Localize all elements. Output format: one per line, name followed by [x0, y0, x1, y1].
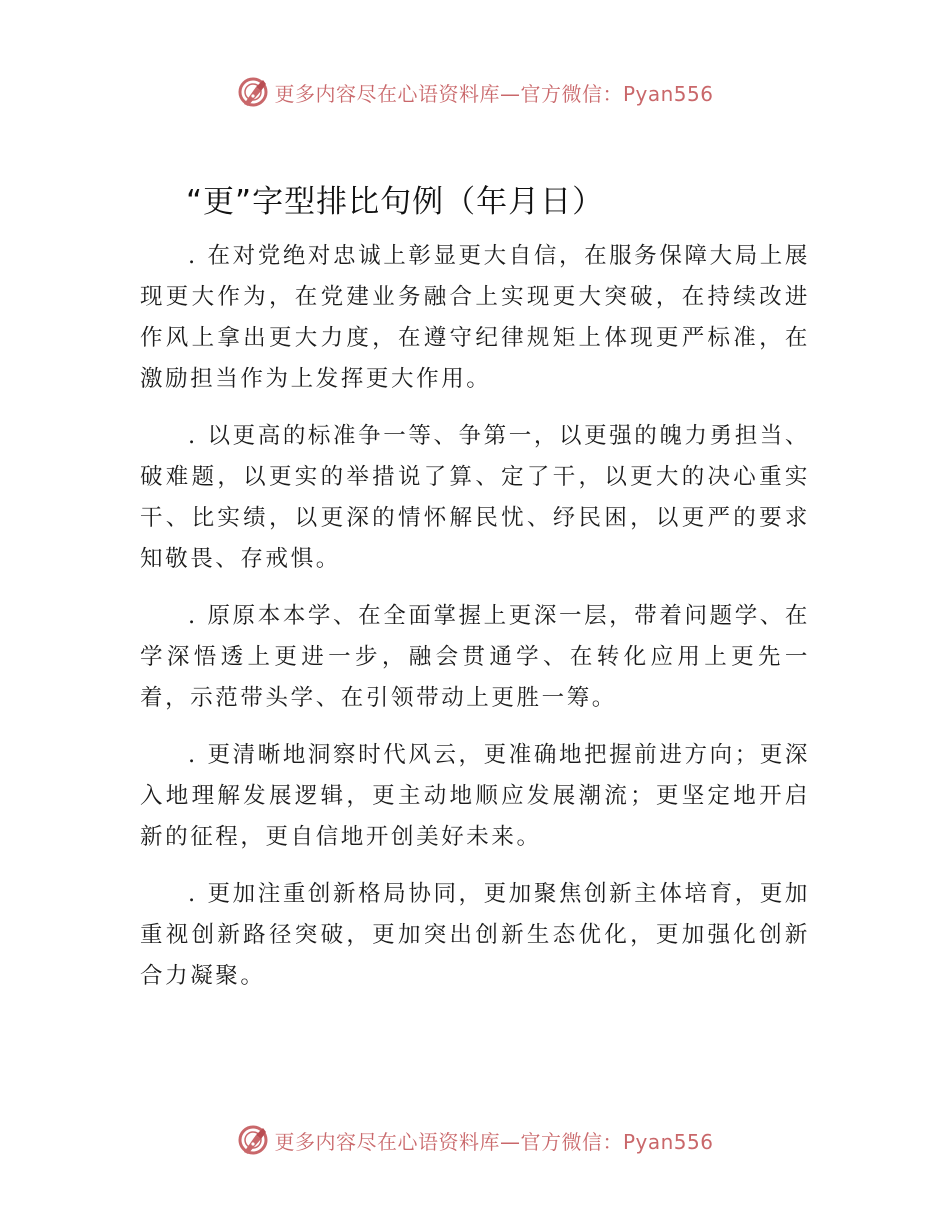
paragraph-2: . 以更高的标准争一等、争第一，以更强的魄力勇担当、破难题，以更实的举措说了算、定了干，以更大的决心重实干、比实绩，以更深的情怀解民忧、纾民困，以更严的要求知敬畏、存戒惧。	[140, 423, 810, 572]
pen-nib-logo-icon	[236, 75, 270, 109]
paragraph-5: . 更加注重创新格局协同，更加聚焦创新主体培育，更加重视创新路径突破，更加突出创新生态优化，更加强化创新合力凝聚。	[140, 881, 810, 989]
header-banner	[0, 70, 950, 114]
paragraph-1: . 在对党绝对忠诚上彰显更大自信，在服务保障大局上展现更大作为，在党建业务融合上实现更大突破，在持续改进作风上拿出更大力度，在遵守纪律规矩上体现更严标准，在激励担当作为上发挥更大作用。	[140, 243, 810, 392]
document-title: “更”字型排比句例（年月日）	[186, 184, 605, 220]
footer-banner	[0, 1118, 950, 1162]
document-body	[140, 236, 810, 1013]
pen-nib-logo-icon	[236, 1123, 270, 1157]
paragraph-3: . 原原本本学、在全面掌握上更深一层，带着问题学、在学深悟透上更进一步，融会贯通学、在转化应用上更先一着，示范带头学、在引领带动上更胜一筹。	[140, 603, 810, 711]
header-banner-text: 更多内容尽在心语资料库—官方微信：Pyan556	[274, 81, 714, 106]
footer-banner-text: 更多内容尽在心语资料库—官方微信：Pyan556	[274, 1129, 714, 1154]
paragraph-4: . 更清晰地洞察时代风云，更准确地把握前进方向；更深入地理解发展逻辑，更主动地顺应发展潮流；更坚定地开启新的征程，更自信地开创美好未来。	[140, 742, 810, 850]
